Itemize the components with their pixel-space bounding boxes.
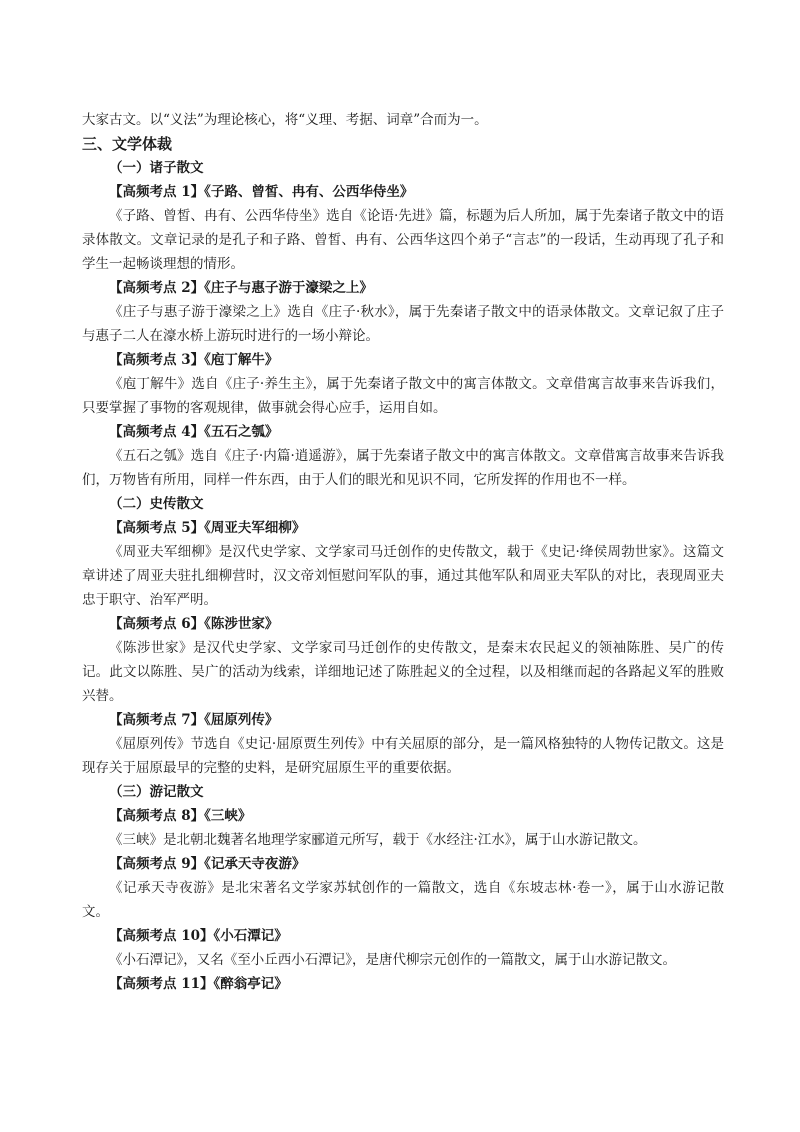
key-point-text: 《五石之瓠》选自《庄子·内篇·逍遥游》，属于先秦诸子散文中的寓言体散文。文章借寓言故事来告诉我们，万物皆有所用，同样一件东西，由于人们的眼光和见识不同，它所发挥的作用也不一样。 <box>82 448 724 488</box>
key-point-label: 【高频考点 3】《庖丁解牛》 <box>109 352 279 368</box>
key-point-text: 《小石潭记》，又名《至小丘西小石潭记》，是唐代柳宗元创作的一篇散文，属于山水游记散文。 <box>109 952 676 968</box>
key-point-label: 【高频考点 10】《小石潭记》 <box>109 928 288 944</box>
page-content <box>82 108 724 996</box>
section-title: 三、文学体裁 <box>82 135 173 153</box>
key-point-text: 《三峡》是北朝北魏著名地理学家郦道元所写，载于《水经注·江水》，属于山水游记散文。 <box>109 832 647 848</box>
key-point-text: 《陈涉世家》是汉代史学家、文学家司马迁创作的史传散文，是秦末农民起义的领袖陈胜、吴广的传记。此文以陈胜、吴广的活动为线索，详细地记述了陈胜起义的全过程，以及相继而起的各路起义军的胜败兴替。 <box>82 640 724 704</box>
key-point-text: 《庖丁解牛》选自《庄子·养生主》，属于先秦诸子散文中的寓言体散文。文章借寓言故事来告诉我们，只要掌握了事物的客观规律，做事就会得心应手，运用自如。 <box>82 376 724 416</box>
subsection-title: （一）诸子散文 <box>109 160 204 176</box>
key-point-label: 【高频考点 2】《庄子与惠子游于濠梁之上》 <box>109 280 373 296</box>
key-point-label: 【高频考点 4】《五石之瓠》 <box>109 424 279 440</box>
key-point-text: 《庄子与惠子游于濠梁之上》选自《庄子·秋水》，属于先秦诸子散文中的语录体散文。文章记叙了庄子与惠子二人在濠水桥上游玩时进行的一场小辩论。 <box>82 304 724 344</box>
subsection-title: （二）史传散文 <box>109 496 204 512</box>
intro-paragraph-tail: 大家古文。以“义法”为理论核心，将“义理、考据、词章”合而为一。 <box>82 112 488 128</box>
subsection-title: （三）游记散文 <box>109 784 204 800</box>
key-point-text: 《记承天寺夜游》是北宋著名文学家苏轼创作的一篇散文，选自《东坡志林·卷一》，属于山水游记散文。 <box>82 880 724 920</box>
key-point-label: 【高频考点 7】《屈原列传》 <box>109 712 279 728</box>
key-point-label: 【高频考点 1】《子路、曾皙、冉有、公西华侍坐》 <box>109 184 414 200</box>
key-point-text: 《周亚夫军细柳》是汉代史学家、文学家司马迁创作的史传散文，载于《史记·绛侯周勃世家》。这篇文章讲述了周亚夫驻扎细柳营时，汉文帝刘恒慰问军队的事，通过其他军队和周亚夫军队的对比，表现周亚夫忠于职守、治军严明。 <box>82 544 724 608</box>
key-point-label: 【高频考点 5】《周亚夫军细柳》 <box>109 520 306 536</box>
key-point-text: 《子路、曾皙、冉有、公西华侍坐》选自《论语·先进》篇，标题为后人所加，属于先秦诸子散文中的语录体散文。文章记录的是孔子和子路、曾皙、冉有、公西华这四个弟子“言志”的一段话，生动再现了孔子和学生一起畅谈理想的情形。 <box>82 208 724 272</box>
key-point-label: 【高频考点 9】《记承天寺夜游》 <box>109 856 306 872</box>
key-point-label: 【高频考点 6】《陈涉世家》 <box>109 616 279 632</box>
key-point-text: 《屈原列传》节选自《史记·屈原贾生列传》中有关屈原的部分，是一篇风格独特的人物传记散文。这是现存关于屈原最早的完整的史料，是研究屈原生平的重要依据。 <box>82 736 724 776</box>
key-point-label: 【高频考点 11】《醉翁亭记》 <box>109 976 288 992</box>
key-point-label: 【高频考点 8】《三峡》 <box>109 808 252 824</box>
